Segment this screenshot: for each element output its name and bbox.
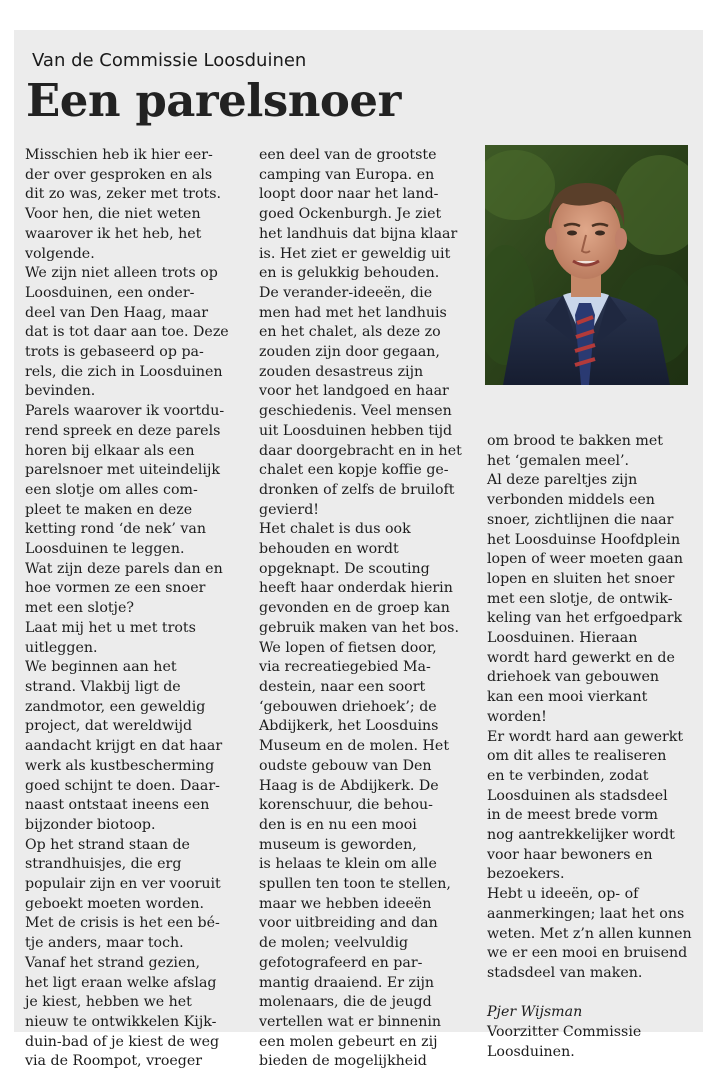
text-line: aandacht krijgt en dat haar: [25, 738, 223, 755]
text-line: verbonden middels een: [487, 492, 655, 509]
text-column-2: [259, 146, 479, 1072]
text-line: horen bij elkaar als een: [25, 442, 195, 459]
text-line: tje anders, maar toch.: [25, 935, 184, 952]
text-line: met een slotje?: [25, 600, 134, 617]
text-line: gevonden en de groep kan: [259, 600, 450, 617]
text-line: driehoek van gebouwen: [487, 669, 660, 686]
text-line: Vanaf het strand gezien,: [25, 954, 200, 971]
text-line: chalet een kopje koffie ge-: [259, 462, 449, 479]
text-line: waarover ik het heb, het: [25, 225, 202, 242]
text-line: is helaas te klein om alle: [259, 856, 437, 873]
text-line: Laat mij het u met trots: [25, 619, 196, 636]
text-column-3: [487, 432, 707, 1063]
text-line: uitleggen.: [25, 639, 98, 656]
text-line: korenschuur, die behou-: [259, 797, 433, 814]
text-line: Voor hen, die niet weten: [25, 206, 201, 223]
text-line: den is en nu een mooi: [259, 816, 417, 833]
text-line: trots is gebaseerd op pa-: [25, 344, 204, 361]
text-line: Loosduinen als stadsdeel: [487, 787, 668, 804]
text-line: rend spreek en deze parels: [25, 422, 221, 439]
text-line: Parels waarover ik voortdu-: [25, 403, 225, 420]
text-line: werk als kustbescherming: [25, 757, 215, 774]
text-line: om dit alles te realiseren: [487, 748, 667, 765]
text-line: loopt door naar het land-: [259, 186, 439, 203]
author-title-line-1: Voorzitter Commissie: [487, 1024, 642, 1041]
text-column-3-body: [487, 432, 707, 984]
text-line: en te verbinden, zodat: [487, 767, 649, 784]
article-kicker: Van de Commissie Loosduinen: [32, 50, 307, 71]
text-line: geschiedenis. Veel mensen: [259, 403, 452, 420]
text-line: via recreatiegebied Ma-: [259, 659, 431, 676]
text-line: kan een mooi vierkant: [487, 689, 648, 706]
text-line: geboekt moeten worden.: [25, 895, 205, 912]
text-line: we er een mooi en bruisend: [487, 945, 688, 962]
text-line: destein, naar een soort: [259, 678, 426, 695]
text-line: Misschien heb ik hier eer-: [25, 147, 213, 163]
text-line: met een slotje, de ontwik-: [487, 590, 673, 607]
text-line: je kiest, hebben we het: [25, 994, 192, 1011]
text-line: zouden desastreus zijn: [259, 363, 424, 380]
text-line: Loosduinen, een onder-: [25, 284, 195, 301]
text-line: Haag is de Abdijkerk. De: [259, 777, 439, 794]
author-name: Pjer Wijsman: [487, 1004, 583, 1021]
text-line: dit zo was, zeker met trots.: [25, 186, 221, 203]
text-line: wordt hard gewerkt en de: [487, 649, 675, 666]
text-line: Wat zijn deze parels dan en: [25, 560, 223, 577]
text-line: vertellen wat er binnenin: [259, 1013, 442, 1030]
text-line: strand. Vlakbij ligt de: [25, 678, 181, 695]
text-line: oudste gebouw van Den: [259, 757, 432, 774]
text-line: het ligt eraan welke afslag: [25, 974, 217, 991]
author-title-line-2: Loosduinen.: [487, 1043, 575, 1060]
text-line: maar we hebben ideeën: [259, 895, 432, 912]
text-line: der over gesproken en als: [25, 166, 213, 183]
text-line: uit Loosduinen hebben tijd: [259, 422, 453, 439]
text-line: project, dat wereldwijd: [25, 718, 193, 735]
text-line: ‘gebouwen driehoek’; de: [259, 698, 437, 715]
text-line: nieuw te ontwikkelen Kijk-: [25, 1013, 217, 1030]
text-line: het Loosduinse Hoofdplein: [487, 531, 681, 548]
text-line: strandhuisjes, die erg: [25, 856, 182, 873]
text-line: Er wordt hard aan gewerkt: [487, 728, 684, 745]
text-line: museum is geworden,: [259, 836, 417, 853]
text-line: het landhuis dat bijna klaar: [259, 225, 458, 242]
text-line: gevierd!: [259, 501, 319, 518]
text-line: opgeknapt. De scouting: [259, 560, 430, 577]
text-line: lopen of weer moeten gaan: [487, 551, 684, 568]
text-line: Al deze pareltjes zijn: [487, 472, 638, 489]
text-line: zandmotor, een geweldig: [25, 698, 206, 715]
text-line: rels, die zich in Loosduinen: [25, 363, 223, 380]
text-line: Museum en de molen. Het: [259, 738, 450, 755]
text-line: worden!: [487, 708, 547, 725]
text-line: Loosduinen te leggen.: [25, 541, 185, 558]
text-line: We beginnen aan het: [25, 659, 177, 676]
spacer-line: [487, 984, 707, 1004]
text-line: weten. Met z’n allen kunnen: [487, 925, 692, 942]
text-line: via de Roompot, vroeger: [25, 1053, 203, 1070]
text-line: camping van Europa. en: [259, 166, 435, 183]
text-line: om brood te bakken met: [487, 433, 663, 449]
text-line: volgende.: [25, 245, 95, 262]
text-line: Het chalet is dus ook: [259, 521, 411, 538]
text-line: aanmerkingen; laat het ons: [487, 905, 685, 922]
text-line: goed schijnt te doen. Daar-: [25, 777, 220, 794]
text-line: stadsdeel van maken.: [487, 964, 643, 981]
text-line: goed Ockenburgh. Je ziet: [259, 206, 442, 223]
text-line: molenaars, die de jeugd: [259, 994, 432, 1011]
text-line: heeft haar onderdak hierin: [259, 580, 453, 597]
text-line: en het chalet, als deze zo: [259, 324, 441, 341]
text-line: de molen; veelvuldig: [259, 935, 409, 952]
text-line: populair zijn en ver vooruit: [25, 876, 221, 893]
text-line: De verander-ideeën, die: [259, 284, 433, 301]
text-line: voor haar bewoners en: [487, 846, 653, 863]
text-line: pleet te maken en deze: [25, 501, 193, 518]
text-line: We lopen of fietsen door,: [259, 639, 437, 656]
text-line: nog aantrekkelijker wordt: [487, 827, 675, 844]
text-line: in de meest brede vorm: [487, 807, 658, 824]
text-line: ketting rond ‘de nek’ van: [25, 521, 206, 538]
text-line: behouden en wordt: [259, 541, 399, 558]
article-page: [14, 30, 703, 1070]
text-line: men had met het landhuis: [259, 304, 447, 321]
text-line: Hebt u ideeën, op- of: [487, 886, 639, 903]
text-line: een deel van de grootste: [259, 147, 437, 163]
text-line: een molen gebeurt en zij: [259, 1033, 438, 1050]
text-line: is. Het ziet er geweldig uit: [259, 245, 451, 262]
text-line: daar doorgebracht en in het: [259, 442, 462, 459]
text-line: Abdijkerk, het Loosduins: [259, 718, 439, 735]
text-line: duin-bad of je kiest de weg: [25, 1033, 220, 1050]
text-line: bezoekers.: [487, 866, 565, 883]
text-line: gebruik maken van het bos.: [259, 619, 459, 636]
text-line: We zijn niet alleen trots op: [25, 265, 218, 282]
text-line: Loosduinen. Hieraan: [487, 630, 638, 647]
text-line: Op het strand staan de: [25, 836, 190, 853]
text-line: bijzonder biotoop.: [25, 816, 156, 833]
text-line: dat is tot daar aan toe. Deze: [25, 324, 229, 341]
text-line: bieden de mogelijkheid: [259, 1053, 427, 1070]
text-line: Met de crisis is het een bé-: [25, 915, 220, 932]
text-line: parelsnoer met uiteindelijk: [25, 462, 220, 479]
text-line: voor uitbreiding and dan: [259, 915, 438, 932]
text-line: snoer, zichtlijnen die naar: [487, 511, 674, 528]
text-line: deel van Den Haag, maar: [25, 304, 209, 321]
text-line: een slotje om alles com-: [25, 481, 198, 498]
text-line: en is gelukkig behouden.: [259, 265, 440, 282]
text-line: naast ontstaat ineens een: [25, 797, 210, 814]
text-column-1: [25, 146, 245, 1072]
text-line: gefotografeerd en par-: [259, 954, 423, 971]
text-line: lopen en sluiten het snoer: [487, 570, 675, 587]
article-headline: Een parelsnoer: [26, 74, 401, 127]
text-line: dronken of zelfs de bruiloft: [259, 481, 455, 498]
author-portrait-photo: [485, 145, 688, 385]
text-line: voor het landgoed en haar: [259, 383, 449, 400]
text-line: spullen ten toon te stellen,: [259, 876, 451, 893]
text-line: zouden zijn door gegaan,: [259, 344, 440, 361]
text-line: hoe vormen ze een snoer: [25, 580, 206, 597]
text-line: keling van het erfgoedpark: [487, 610, 683, 627]
text-line: bevinden.: [25, 383, 96, 400]
text-line: mantig draaiend. Er zijn: [259, 974, 435, 991]
text-line: het ‘gemalen meel’.: [487, 452, 630, 469]
